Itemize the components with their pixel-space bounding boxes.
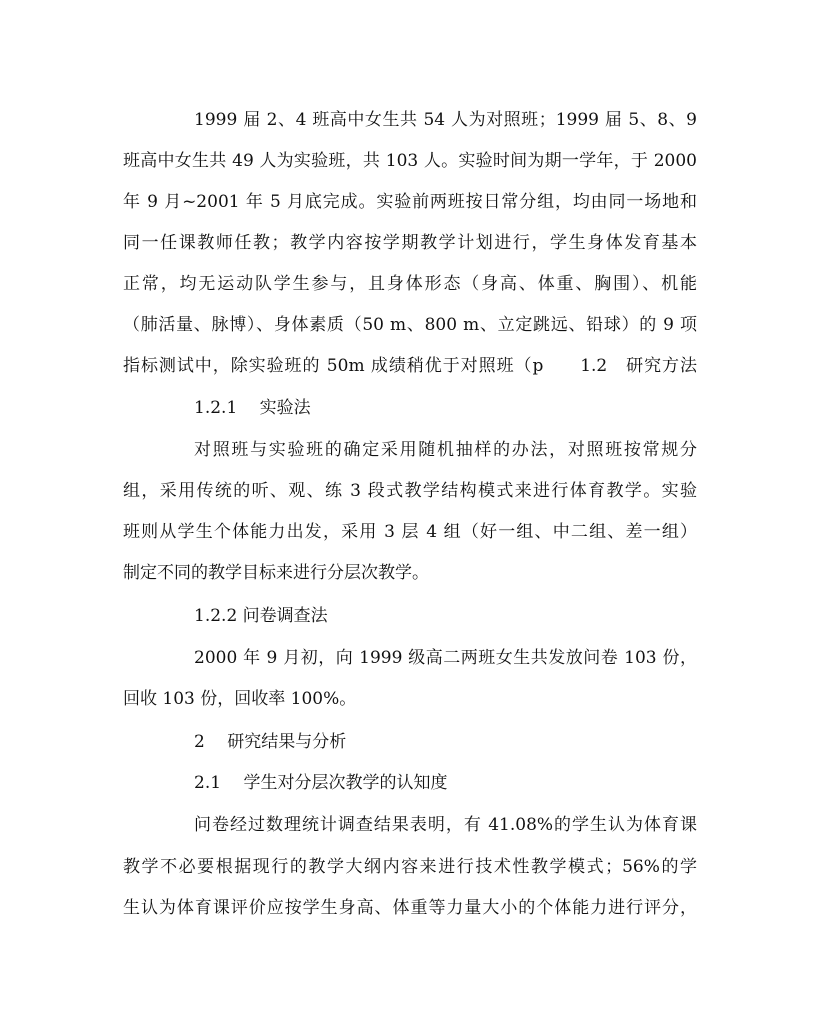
paragraph-line: 问卷经过数理统计调查结果表明，有 41.08%的学生认为体育课 [194,815,697,835]
section-heading: 2.1 学生对分层次教学的认知度 [194,773,448,793]
paragraph-line: 2000 年 9 月初，向 1999 级高二两班女生共发放问卷 103 份， [194,648,697,668]
section-heading: 2 研究结果与分析 [194,732,347,752]
paragraph-line: 同一任课教师任教；教学内容按学期教学计划进行，学生身体发育基本 [123,233,697,253]
section-heading: 1.2.1 实验法 [194,398,311,418]
paragraph-line: 制定不同的教学目标来进行分层次教学。 [123,563,429,583]
paragraph-line: 回收 103 份，回收率 100%。 [123,689,357,709]
paragraph-line: 对照班与实验班的确定采用随机抽样的办法，对照班按常规分 [194,440,697,460]
paragraph-line: （肺活量、脉博）、身体素质（50 m、800 m、立定跳远、铅球）的 9 项 [123,315,697,335]
section-heading: 1.2.2 问卷调查法 [194,606,328,626]
paragraph-line: 组，采用传统的听、观、练 3 段式教学结构模式来进行体育教学。实验 [123,481,697,501]
paragraph-line: 年 9 月~2001 年 5 月底完成。实验前两班按日常分组，均由同一场地和 [123,192,697,212]
paragraph-line: 正常，均无运动队学生参与，且身体形态（身高、体重、胸围）、机能 [123,274,697,294]
paragraph-line: 生认为体育课评价应按学生身高、体重等力量大小的个体能力进行评分， [123,898,697,918]
paragraph-line: 班高中女生共 49 人为实验班，共 103 人。实验时间为期一学年，于 2000 [123,151,697,171]
paragraph-line: 1999 届 2、4 班高中女生共 54 人为对照班；1999 届 5、8、9 [194,110,697,130]
paragraph-line: 班则从学生个体能力出发，采用 3 层 4 组（好一组、中二组、差一组） [123,522,697,542]
paragraph-line: 教学不必要根据现行的教学大纲内容来进行技术性教学模式；56%的学 [123,857,697,877]
paragraph-line: 指标测试中，除实验班的 50m 成绩稍优于对照班（p 1.2 研究方法 [123,356,697,376]
